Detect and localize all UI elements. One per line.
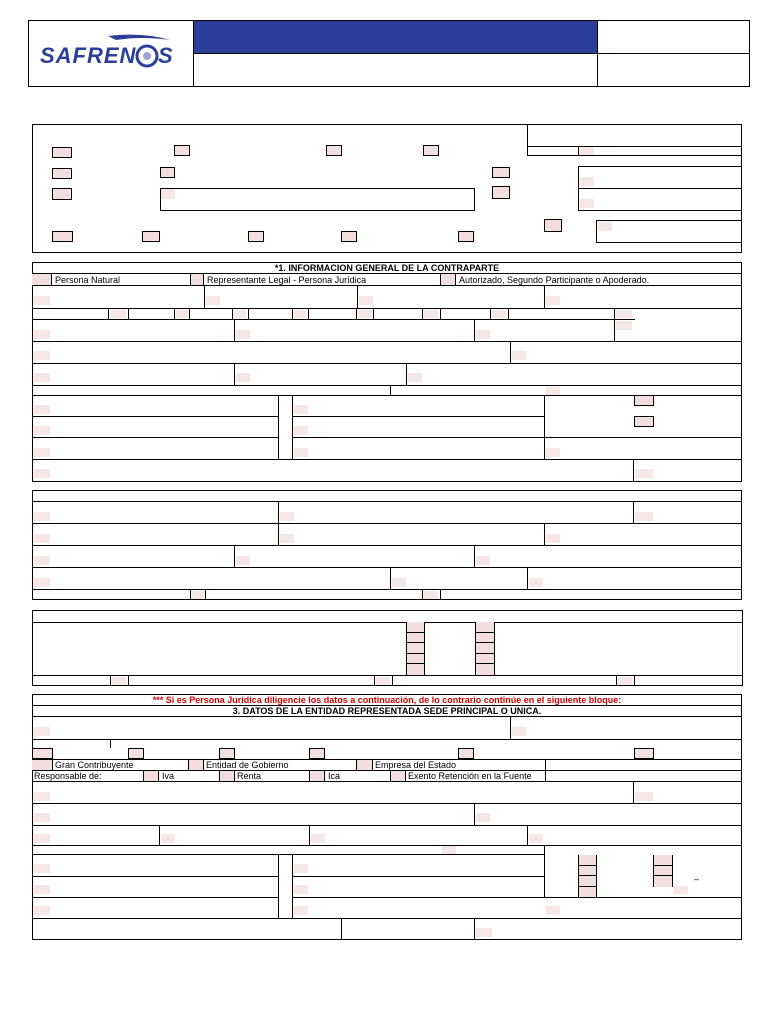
s3-rule-e — [32, 770, 742, 771]
s1-field-numero[interactable] — [546, 296, 560, 305]
s2-rule-c — [32, 545, 742, 546]
s3-field-ciudad[interactable] — [34, 813, 50, 822]
option-checkbox-6[interactable] — [160, 167, 175, 178]
s1-sub-field-5[interactable] — [294, 426, 308, 435]
representante-legal-checkbox[interactable] — [191, 274, 204, 285]
s1-field-telefono[interactable] — [512, 351, 526, 360]
s3-tax-v-end — [545, 771, 546, 781]
renta-checkbox[interactable] — [219, 771, 235, 781]
s3-dash: – — [694, 874, 700, 884]
top-right-vdivider — [578, 146, 579, 156]
s1-sub-h2a — [32, 437, 279, 438]
s1-field-genero[interactable] — [616, 321, 632, 330]
exento-label: Exento Retención en la Fuente — [408, 771, 532, 781]
s1-sub-h2b — [292, 437, 544, 438]
s2-rule-b — [32, 523, 742, 524]
s1-field-email[interactable] — [34, 373, 50, 382]
s2-field-6[interactable] — [546, 534, 560, 543]
exento-checkbox[interactable] — [390, 771, 406, 781]
option-checkbox-1[interactable] — [52, 147, 72, 158]
persona-natural-label: Persona Natural — [55, 275, 121, 285]
s3-r7-v2 — [309, 826, 310, 846]
s3-type-checkbox-3[interactable] — [219, 748, 235, 759]
right-field-2[interactable] — [580, 199, 594, 208]
s3-rule-f — [32, 781, 742, 782]
gran-contribuyente-label: Gran Contribuyente — [55, 760, 134, 770]
s2-field-2[interactable] — [280, 512, 294, 521]
s3-sub-h1b — [292, 876, 544, 877]
s1-field-actividad[interactable] — [34, 469, 50, 478]
s3-sub-field-3[interactable] — [34, 906, 50, 915]
s3-type-checkbox-4[interactable] — [309, 748, 325, 759]
option-checkbox-3[interactable] — [326, 145, 342, 156]
sf-field-3[interactable] — [618, 677, 632, 685]
s3-check-1a[interactable] — [579, 855, 596, 866]
s3-field-fax[interactable] — [161, 834, 175, 843]
option-checkbox-13[interactable] — [248, 231, 264, 242]
date-field[interactable] — [580, 147, 594, 155]
s2-r4-v2 — [527, 568, 528, 589]
s3-sub-field-5[interactable] — [294, 885, 308, 894]
description-field-marker — [161, 189, 175, 199]
s3-checkbox-col-2 — [653, 855, 673, 887]
s3-r2-v1 — [110, 740, 111, 748]
s3-check-2c[interactable] — [654, 876, 672, 887]
ica-label: Ica — [328, 771, 341, 781]
empresa-estado-label: Empresa del Estado — [375, 760, 457, 770]
description-field[interactable] — [160, 188, 475, 211]
sf-check-2c[interactable] — [476, 643, 494, 654]
renta-label: Renta — [237, 771, 262, 781]
s2-r3-v2 — [474, 546, 475, 567]
top-right-date-box — [527, 124, 742, 156]
option-checkbox-9[interactable] — [492, 186, 510, 199]
s3-r7-v1 — [159, 826, 160, 846]
s3-field-nit[interactable] — [512, 727, 526, 736]
s1-r3-v3 — [614, 309, 615, 341]
s3-type-checkbox-2[interactable] — [128, 748, 144, 759]
option-checkbox-4[interactable] — [423, 145, 439, 156]
sf-r2-v4 — [392, 676, 393, 686]
s2-r3-v1 — [234, 546, 235, 567]
s2-rule-e — [32, 589, 742, 590]
option-checkbox-7[interactable] — [492, 167, 510, 178]
s1-field-ciudad[interactable] — [236, 330, 250, 339]
s1-r3-v2 — [474, 320, 475, 341]
s3-field-actividad[interactable] — [442, 846, 456, 854]
s3-sub-h2a — [32, 897, 279, 898]
s1-date-cell-4[interactable] — [294, 310, 306, 318]
s3-sub-field-6[interactable] — [294, 906, 308, 915]
s3-rule-b — [32, 716, 742, 717]
svg-text:SAFREN: SAFREN — [40, 43, 137, 68]
s3-et-v3 — [545, 760, 546, 770]
s1-sub-v3 — [544, 396, 545, 459]
s3-rule-c — [32, 739, 742, 740]
option-checkbox-2[interactable] — [174, 145, 190, 156]
sf-check-2d[interactable] — [476, 654, 494, 664]
s3-rule-g — [32, 803, 742, 804]
option-checkbox-15[interactable] — [458, 231, 474, 242]
sf-check-2e[interactable] — [476, 664, 494, 675]
s1-r1-v2 — [357, 286, 358, 308]
s2-field-9[interactable] — [476, 556, 490, 565]
s1-field-profesion[interactable] — [408, 373, 422, 382]
right-field-3-box — [596, 220, 742, 243]
s1-sub-v1 — [278, 396, 279, 459]
sf-rule-b — [32, 675, 743, 676]
s1-rule-g — [32, 385, 742, 386]
sf-r2-v6 — [634, 676, 635, 686]
s1-sub-field-2[interactable] — [34, 426, 50, 435]
option-checkbox-8[interactable] — [52, 188, 72, 200]
s1-rule-f — [32, 363, 742, 364]
s1-sub-field-1[interactable] — [34, 405, 50, 414]
s3-r9-v2 — [474, 919, 475, 940]
s1-date-cell-6[interactable] — [424, 310, 438, 318]
s1-rule-b — [32, 285, 742, 286]
s3-sub-field-1[interactable] — [34, 864, 50, 873]
option-checkbox-10[interactable] — [544, 219, 562, 232]
option-checkbox-5[interactable] — [52, 168, 72, 179]
header-title-bar — [194, 21, 597, 53]
s3-field-otro[interactable] — [674, 886, 688, 894]
sf-check-1d[interactable] — [407, 654, 424, 664]
s1-field-lugar[interactable] — [34, 330, 50, 339]
section3-title: 3. DATOS DE LA ENTIDAD REPRESENTADA SEDE PRINCIPAL O UNICA. — [232, 706, 542, 716]
s1-sub-field-6[interactable] — [294, 448, 308, 457]
right-field-divider — [578, 188, 742, 189]
autorizado-label: Autorizado, Segundo Participante o Apoderado. — [459, 275, 650, 285]
s3-r1-v1 — [510, 717, 511, 739]
s3-sub-field-2[interactable] — [34, 885, 50, 894]
s3-field-ciiu[interactable] — [529, 834, 543, 843]
s3-sub-field-7[interactable] — [546, 906, 560, 915]
s1-date-cell-7[interactable] — [492, 310, 506, 318]
s1-rule-i — [32, 459, 742, 460]
s1-field-ocupacion[interactable] — [546, 387, 560, 395]
s1-r4-v1 — [510, 342, 511, 363]
s1-field-direccion[interactable] — [34, 351, 50, 360]
s1-date-cell-5[interactable] — [358, 310, 372, 318]
s3-r5-v1 — [633, 782, 634, 803]
section3-block — [32, 694, 742, 940]
s1-date-row — [32, 309, 742, 319]
s3-field-razon-social[interactable] — [34, 727, 50, 736]
s1-sub-h2c — [544, 437, 742, 438]
s2-r1-v2 — [633, 502, 634, 523]
s1-date-cell-2[interactable] — [176, 310, 188, 318]
s2-field-7[interactable] — [34, 556, 50, 565]
s1-r5-v1 — [234, 364, 235, 385]
s1-sub-field-7[interactable] — [546, 448, 560, 457]
s2-field-11[interactable] — [392, 578, 406, 587]
s3-field-pais[interactable] — [476, 813, 490, 822]
s1-field-documento[interactable] — [359, 296, 373, 305]
s1-r1-v3 — [544, 286, 545, 308]
s1-field-ciiu[interactable] — [635, 469, 653, 478]
s2-r5-v3 — [422, 590, 423, 600]
s2-r5-v2 — [205, 590, 206, 600]
sf-r2-v3 — [374, 676, 375, 686]
s1-sub-h1a — [32, 416, 279, 417]
s1-rule-e — [32, 341, 742, 342]
s3-sub-v2 — [292, 855, 293, 919]
sf-field-2[interactable] — [376, 677, 390, 685]
s1-rule-d — [32, 319, 635, 320]
s1-date-cell-1[interactable] — [110, 310, 126, 318]
s3-check-1b[interactable] — [579, 866, 596, 876]
s1-date-cell-3[interactable] — [234, 310, 246, 318]
s1-sub-h1b — [292, 416, 544, 417]
right-field-3[interactable] — [598, 222, 612, 231]
s1-r5-v2 — [406, 364, 407, 385]
s3-checkbox-col-1 — [578, 855, 597, 897]
s1-sub-field-4[interactable] — [294, 405, 308, 414]
sf-check-1b[interactable] — [407, 633, 424, 643]
sf-check-2a[interactable] — [476, 622, 494, 633]
s3-check-2b[interactable] — [654, 866, 672, 876]
sf-check-1e[interactable] — [407, 664, 424, 675]
sf-check-1c[interactable] — [407, 643, 424, 654]
section1-block — [32, 262, 742, 482]
option-checkbox-14[interactable] — [341, 231, 357, 242]
s3-r7-v3 — [527, 826, 528, 846]
s1-sub-checkbox-1[interactable] — [634, 395, 654, 406]
s1-r7-v1 — [633, 460, 634, 482]
gran-contribuyente-checkbox[interactable] — [32, 760, 53, 770]
s3-sub-h1a — [32, 876, 279, 877]
s1-sub-field-3[interactable] — [34, 448, 50, 457]
section1-title: *1. INFORMACION GENERAL DE LA CONTRAPARTE — [274, 263, 500, 273]
s3-sub-v1 — [278, 855, 279, 919]
responsable-label: Responsable de: — [34, 771, 102, 781]
entidad-gobierno-label: Entidad de Gobierno — [206, 760, 289, 770]
s3-check-1d[interactable] — [579, 887, 596, 897]
header-row-divider — [193, 53, 750, 54]
s2-r5-v4 — [440, 590, 441, 600]
svg-text:S: S — [158, 43, 173, 68]
persona-natural-checkbox[interactable] — [32, 274, 52, 285]
sf-field-1[interactable] — [112, 677, 126, 685]
s1-sub-checkbox-2[interactable] — [634, 416, 654, 427]
s2-field-10[interactable] — [34, 578, 50, 587]
s1-field-nombre[interactable] — [34, 296, 50, 305]
s3-field-firma[interactable] — [476, 928, 492, 937]
iva-checkbox[interactable] — [143, 771, 159, 781]
sf-check-2b[interactable] — [476, 633, 494, 643]
s3-sub-field-4[interactable] — [294, 864, 308, 873]
s3-r6-v1 — [474, 804, 475, 825]
s1-field-nacionalidad[interactable] — [476, 330, 490, 339]
top-right-divider — [527, 146, 742, 147]
s2-field-4[interactable] — [34, 534, 50, 543]
sf-r2-v5 — [616, 676, 617, 686]
s2-rule-d — [32, 567, 742, 568]
ica-checkbox[interactable] — [309, 771, 325, 781]
s3-rule-k — [32, 918, 742, 919]
empresa-estado-checkbox[interactable] — [357, 760, 373, 770]
s2-r5-v1 — [190, 590, 191, 600]
entidad-gobierno-checkbox[interactable] — [189, 760, 204, 770]
s3-field-direccion[interactable] — [34, 792, 50, 801]
s2-rule-a — [32, 501, 742, 502]
sf-r2-v2 — [128, 676, 129, 686]
s3-field-telefono[interactable] — [635, 792, 653, 801]
option-checkbox-12[interactable] — [142, 231, 160, 242]
s1-date-cell-8[interactable] — [616, 310, 632, 318]
s3-check-1c[interactable] — [579, 876, 596, 887]
s3-rule-i — [32, 845, 742, 846]
sf-checkbox-col-1 — [406, 622, 425, 675]
sf-check-1a[interactable] — [407, 622, 424, 633]
iva-label: Iva — [162, 771, 175, 781]
s1-sub-v2 — [292, 396, 293, 459]
s1-r3-v1 — [234, 320, 235, 341]
right-field-1[interactable] — [580, 177, 594, 186]
s2-field-12[interactable] — [529, 578, 543, 587]
s3-type-checkbox-5[interactable] — [458, 748, 474, 759]
s2-r4-v1 — [390, 568, 391, 589]
s3-type-checkbox-6[interactable] — [634, 748, 654, 759]
sf-rule-a — [32, 622, 743, 623]
section3-notice: *** Si es Persona Jurídica diligencie los datos a continuación, de lo contrario continúe en el siguiente bloque: — [152, 695, 622, 705]
s3-sub-h2b — [292, 897, 742, 898]
s1-field-celular[interactable] — [236, 373, 250, 382]
s1-rule-a — [32, 273, 742, 274]
company-logo — [38, 30, 178, 72]
s1-field-apellido[interactable] — [206, 296, 220, 305]
s3-check-2a[interactable] — [654, 855, 672, 866]
s2-field-5[interactable] — [280, 534, 294, 543]
option-checkbox-11[interactable] — [52, 231, 73, 242]
sf-checkbox-col-2 — [475, 622, 495, 675]
sf-r2-v1 — [110, 676, 111, 686]
s2-field-3[interactable] — [635, 512, 653, 521]
representante-legal-label: Representante Legal - Persona Jurídica — [207, 275, 367, 285]
s3-rule-j — [32, 854, 545, 855]
logo-graphic — [38, 30, 178, 72]
s2-field-14[interactable] — [424, 591, 438, 599]
s1-r1-v1 — [204, 286, 205, 308]
s3-type-checkbox-1[interactable] — [32, 748, 53, 759]
s3-field-email[interactable] — [34, 834, 50, 843]
autorizado-checkbox[interactable] — [440, 274, 456, 285]
s3-rule-h — [32, 825, 742, 826]
s3-sub-v3 — [544, 846, 545, 898]
s2-r2-v2 — [544, 524, 545, 545]
s2-field-8[interactable] — [236, 556, 250, 565]
s3-field-web[interactable] — [311, 834, 325, 843]
s2-field-13[interactable] — [192, 591, 204, 599]
s2-field-1[interactable] — [34, 512, 50, 521]
s3-r9-v1 — [341, 919, 342, 940]
